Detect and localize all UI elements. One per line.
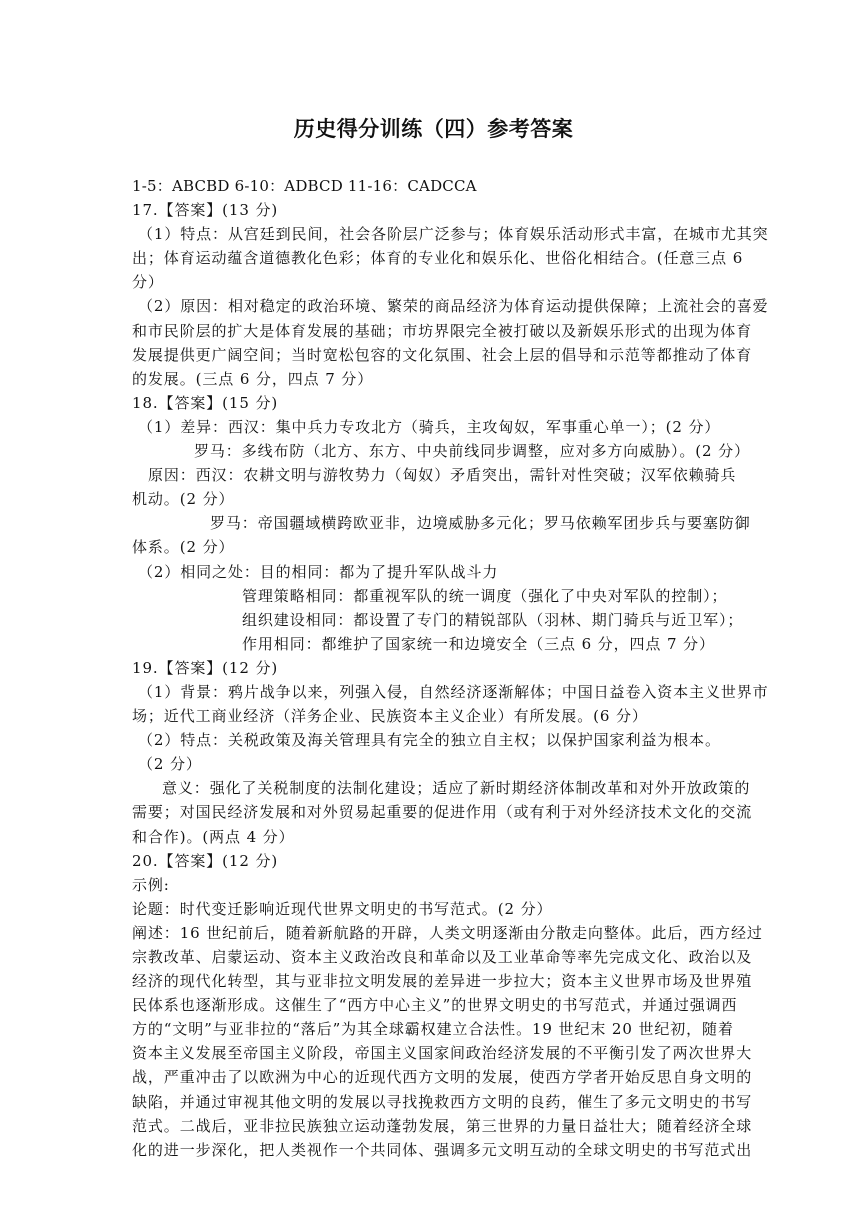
text-line: 的发展。(三点 6 分，四点 7 分） [132, 369, 374, 388]
text-line: 示例: [132, 875, 170, 894]
text-line: 组织建设相同：都设置了专门的精锐部队（羽林、期门骑兵与近卫军）； [242, 610, 744, 629]
text-line: （2）原因：相对稳定的政治环境、繁荣的商品经济为体育运动提供保障；上流社会的喜爱 [138, 297, 769, 316]
text-line: 19.【答案】(12 分) [132, 658, 279, 677]
text-line: 经济的现代化转型，其与亚非拉文明发展的差异进一步拉大；资本主义世界市场及世界殖 [132, 972, 753, 991]
answer-body [132, 174, 769, 1162]
text-line: 管理策略相同：都重视军队的统一调度（强化了中央对军队的控制）； [242, 586, 728, 605]
text-line: 意义：强化了关税制度的法制化建设；适应了新时期经济体制改革和对外开放政策的 [162, 779, 751, 798]
text-line: （1）差异：西汉：集中兵力专攻北方（骑兵，主攻匈奴，军事重心单一）；(2 分） [138, 417, 721, 436]
text-line: 场；近代工商业经济（洋务企业、民族资本主义企业）有所发展。(6 分） [132, 707, 648, 726]
text-line: 和市民阶层的扩大是体育发展的基础；市坊界限完全被打破以及新娱乐形式的出现为体育 [132, 321, 753, 340]
text-line: 和合作)。(两点 4 分） [132, 827, 295, 846]
text-line: 罗马：帝国疆域横跨欧亚非，边境威胁多元化；罗马依赖军团步兵与要塞防御 [210, 514, 751, 533]
text-line: 范式。二战后，亚非拉民族独立运动蓬勃发展，第三世界的力量日益壮大；随着经济全球 [132, 1116, 753, 1135]
text-line: 20.【答案】(12 分) [132, 851, 279, 870]
text-line: 需要；对国民经济发展和对外贸易起重要的促进作用（或有利于对外经济技术文化的交流 [132, 803, 753, 822]
text-line: 体系。(2 分） [132, 538, 235, 557]
text-line: （2 分） [138, 755, 202, 774]
text-line: 出；体育运动蕴含道德教化色彩；体育的专业化和娱乐化、世俗化相结合。(任意三点 6 [132, 249, 744, 268]
text-line: 分） [132, 273, 164, 292]
text-line: 缺陷，并通过审视其他文明的发展以寻找挽救西方文明的良药，催生了多元文明史的书写 [132, 1092, 753, 1111]
page-title: 历史得分训练（四）参考答案 [293, 117, 574, 141]
text-line: 方的“文明”与亚非拉的“落后”为其全球霸权建立合法性。19 世纪末 20 世纪初，随着 [132, 1020, 734, 1039]
text-line: 阐述：16 世纪前后，随着新航路的开辟，人类文明逐渐由分散走向整体。此后，西方经过 [132, 923, 763, 942]
text-line: （2）相同之处：目的相同：都为了提升军队战斗力 [138, 562, 499, 581]
text-line: 作用相同：都维护了国家统一和边境安全（三点 6 分，四点 7 分） [242, 634, 715, 653]
text-line: 1-5：ABCBD 6-10：ADBCD 11-16：CADCCA [132, 177, 477, 195]
text-line: 战，严重冲击了以欧洲为中心的近现代西方文明的发展，使西方学者开始反思自身文明的 [132, 1068, 753, 1087]
text-line: 论题：时代变迁影响近现代世界文明史的书写范式。(2 分） [132, 899, 553, 918]
text-line: 17.【答案】(13 分) [132, 201, 279, 220]
text-line: 资本主义发展至帝国主义阶段，帝国主义国家间政治经济发展的不平衡引发了两次世界大 [132, 1044, 753, 1063]
text-line: 罗马：多线布防（北方、东方、中央前线同步调整，应对多方向威胁）。(2 分） [194, 442, 750, 461]
text-line: （1）特点：从宫廷到民间，社会各阶层广泛参与；体育娱乐活动形式丰富，在城市尤其突 [138, 225, 769, 244]
text-line: （1）背景：鸦片战争以来，列强入侵，自然经济逐渐解体；中国日益卷入资本主义世界市 [138, 682, 769, 701]
text-line: 机动。(2 分） [132, 490, 235, 509]
text-line: 宗教改革、启蒙运动、资本主义政治改良和革命以及工业革命等率先完成文化、政治以及 [132, 948, 753, 966]
text-line: 18.【答案】(15 分) [132, 393, 279, 412]
text-line: 发展提供更广阔空间；当时宽松包容的文化氛围、社会上层的倡导和示范等都推动了体育 [132, 345, 753, 364]
text-line: 民体系也逐渐形成。这催生了“西方中心主义”的世界文明史的书写范式，并通过强调西 [132, 996, 738, 1015]
text-line: 化的进一步深化，把人类视作一个共同体、强调多元文明互动的全球文明史的书写范式出 [132, 1140, 753, 1159]
text-line: （2）特点：关税政策及海关管理具有完全的独立自主权；以保护国家利益为根本。 [138, 731, 721, 750]
text-line: 原因：西汉：农耕文明与游牧势力（匈奴）矛盾突出，需针对性突破；汉军依赖骑兵 [148, 466, 737, 485]
